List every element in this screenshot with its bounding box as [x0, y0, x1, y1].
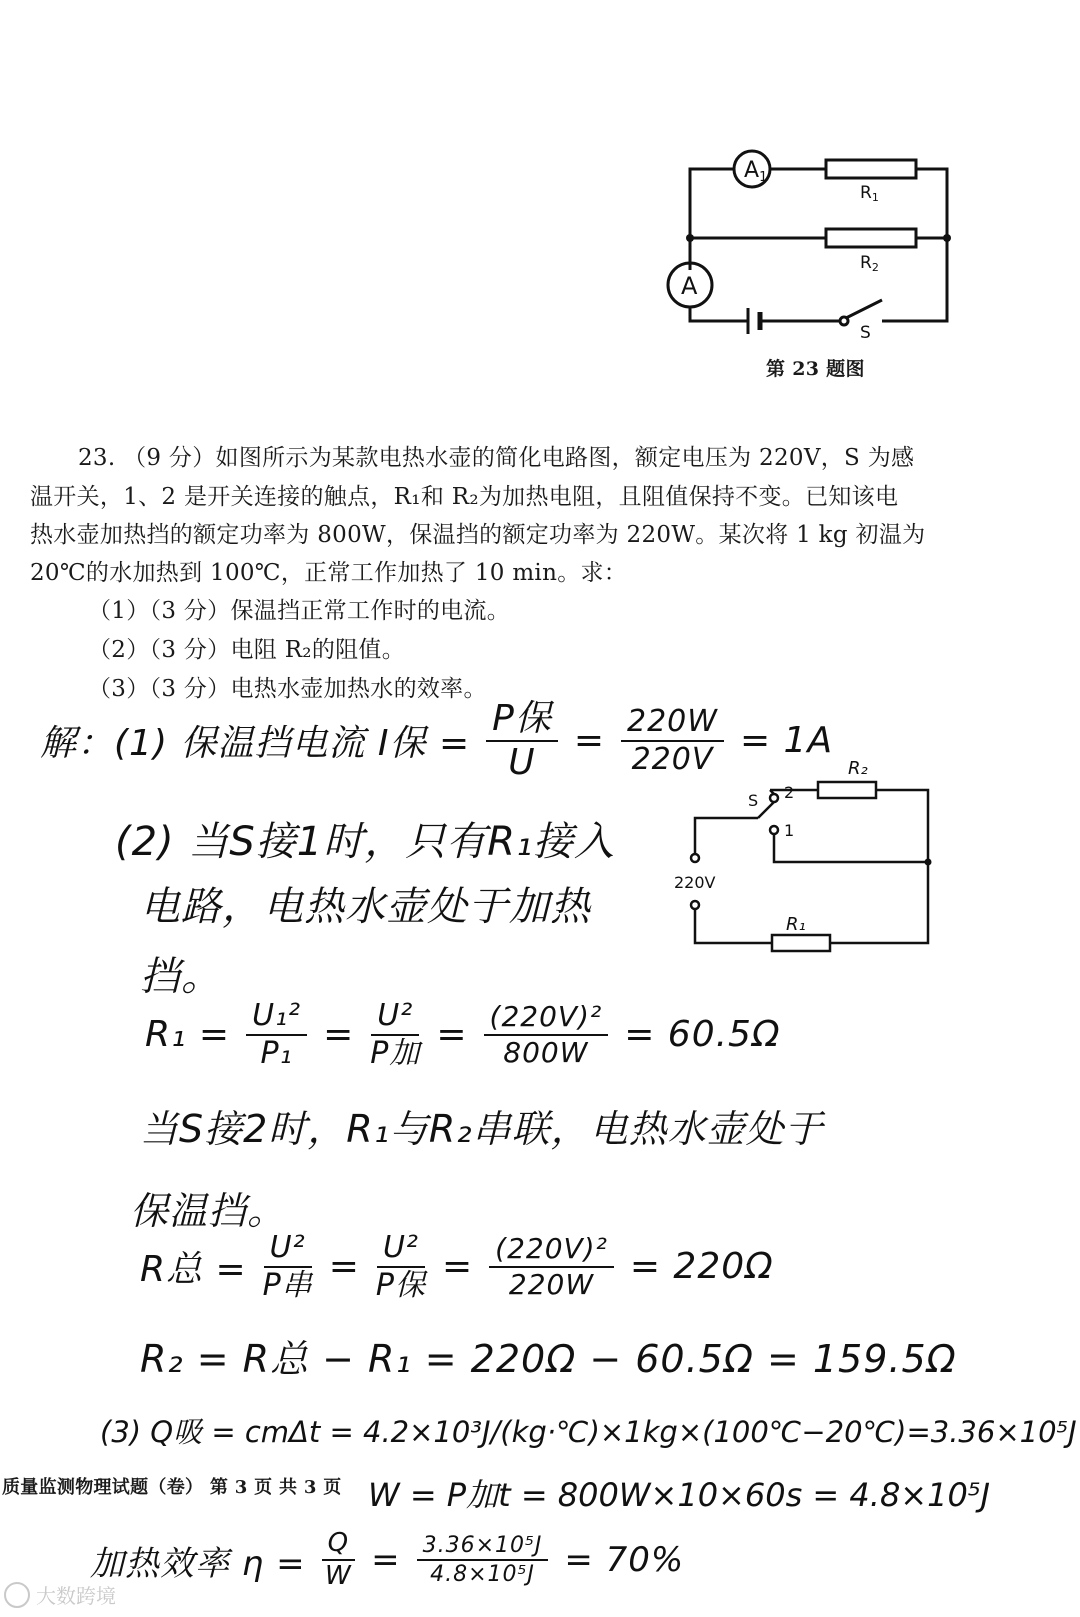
figure-caption: 第 23 题图: [766, 358, 865, 380]
sub-question-3: （3）（3 分）电热水壶加热水的效率。: [88, 676, 487, 702]
answer-line-2: (2) 当S接1时，只有R₁接入: [115, 819, 616, 865]
fraction-u-over-p-series: $\frac{\text{U²}}{\text{P串}}$: [262, 1230, 313, 1303]
fraction-efficiency-values: $\frac{\text{3.36×10⁵J}}{\text{4.8×10⁵J}}$: [417, 1534, 549, 1586]
fraction-p-over-u: $\frac{\text{P保}}{U}$: [486, 700, 558, 782]
answer-line-6: 当S接2时，R₁与R₂串联，电热水壶处于: [140, 1107, 824, 1151]
circuit-sketch: [670, 750, 940, 960]
answer-line-5: R₁ = $\frac{\text{U₁²}}{\text{P₁}}$ = $\frac{\text{U²}}{\text{P加}}$ = $\frac{\text{(220V)²}}{800W}$ = 60.5Ω: [145, 998, 781, 1071]
fraction-220v-sq-over-800w: $\frac{\text{(220V)²}}{800W}$: [484, 1002, 609, 1067]
sketch-s-label: S: [748, 791, 759, 810]
question-line-2: 温开关，1、2 是开关连接的触点，R₁和 R₂为加热电阻，且阻值保持不变。已知该电: [30, 484, 899, 510]
efficiency-result: = 70%: [564, 1540, 685, 1581]
r2-label: R2: [860, 253, 879, 274]
watermark-logo-icon: [4, 1582, 30, 1608]
answer-line-8: R总 = $\frac{\text{U²}}{\text{P串}}$ = $\frac{\text{U²}}{\text{P保}}$ = $\frac{\text{(220V)²}}{220W}$ = 220Ω: [140, 1230, 774, 1303]
answer-line-3: 电路，电热水壶处于加热: [140, 884, 591, 930]
page-footer: 质量监测物理试题（卷） 第 3 页 共 3 页: [2, 1477, 342, 1498]
answer-line-4: 挡。: [140, 954, 222, 1000]
fraction-220v-sq-over-220w: $\frac{\text{(220V)²}}{220W}$: [489, 1234, 614, 1299]
circuit-figure: [660, 140, 960, 340]
ammeter-a-label: A: [681, 272, 698, 300]
answer-line-10: (3) Q吸 = cmΔt = 4.2×10³J/(kg·℃)×1kg×(100℃−20℃)=3.36×10⁵J: [100, 1415, 1077, 1449]
answer-1-prefix: 解：(1) 保温挡电流 I保 =: [40, 723, 471, 765]
fraction-u-over-p-heat: $\frac{\text{U²}}{\text{P加}}$: [370, 998, 421, 1071]
sketch-r1-label: R₁: [786, 914, 806, 935]
r-total-result: = 220Ω: [629, 1246, 774, 1287]
answer-line-7: 保温挡。: [130, 1189, 287, 1233]
sketch-r2-label: R₂: [848, 758, 868, 779]
sketch-voltage-label: 220V: [674, 873, 716, 892]
fraction-u-over-p-keep: $\frac{\text{U²}}{\text{P保}}$: [375, 1230, 426, 1303]
switch-label: S: [860, 323, 871, 340]
fraction-220w-over-220v: $\frac{220W}{220V}$: [621, 706, 724, 775]
fraction-q-over-w: $\frac{Q}{W}$: [322, 1530, 355, 1591]
answer-line-11: W = P加t = 800W×10×60s = 4.8×10⁵J: [368, 1476, 991, 1514]
question-line-4: 20℃的水加热到 100℃，正常工作加热了 10 min。求：: [30, 560, 628, 586]
sub-question-2: （2）（3 分）电阻 R₂的阻值。: [88, 637, 406, 663]
answer-1-result: = 1A: [739, 720, 834, 762]
question-line-1: 23. （9 分）如图所示为某款电热水壶的简化电路图，额定电压为 220V，S 为感: [78, 445, 915, 471]
sub-question-1: （1）（3 分）保温挡正常工作时的电流。: [88, 598, 511, 624]
r1-label: R1: [860, 183, 879, 204]
answer-line-12: 加热效率 η = $\frac{Q}{W}$ = $\frac{\text{3.36×10⁵J}}{\text{4.8×10⁵J}}$ = 70%: [90, 1528, 685, 1592]
answer-line-1: 解：(1) 保温挡电流 I保 = $\frac{\text{P保}}{U}$ = $\frac{220W}{220V}$ = 1A: [40, 698, 834, 783]
r1-result: = 60.5Ω: [624, 1014, 781, 1055]
answer-line-9: R₂ = R总 − R₁ = 220Ω − 60.5Ω = 159.5Ω: [140, 1337, 957, 1381]
sketch-contact-1: 1: [784, 821, 795, 840]
ammeter-a1-label: A1: [744, 158, 768, 185]
watermark: 大数跨境: [4, 1580, 116, 1609]
fraction-u1-over-p1: $\frac{\text{U₁²}}{\text{P₁}}$: [246, 1000, 307, 1069]
question-line-3: 热水壶加热挡的额定功率为 800W，保温挡的额定功率为 220W。某次将 1 kg 初温为: [30, 522, 926, 548]
sketch-contact-2: 2: [784, 783, 795, 802]
